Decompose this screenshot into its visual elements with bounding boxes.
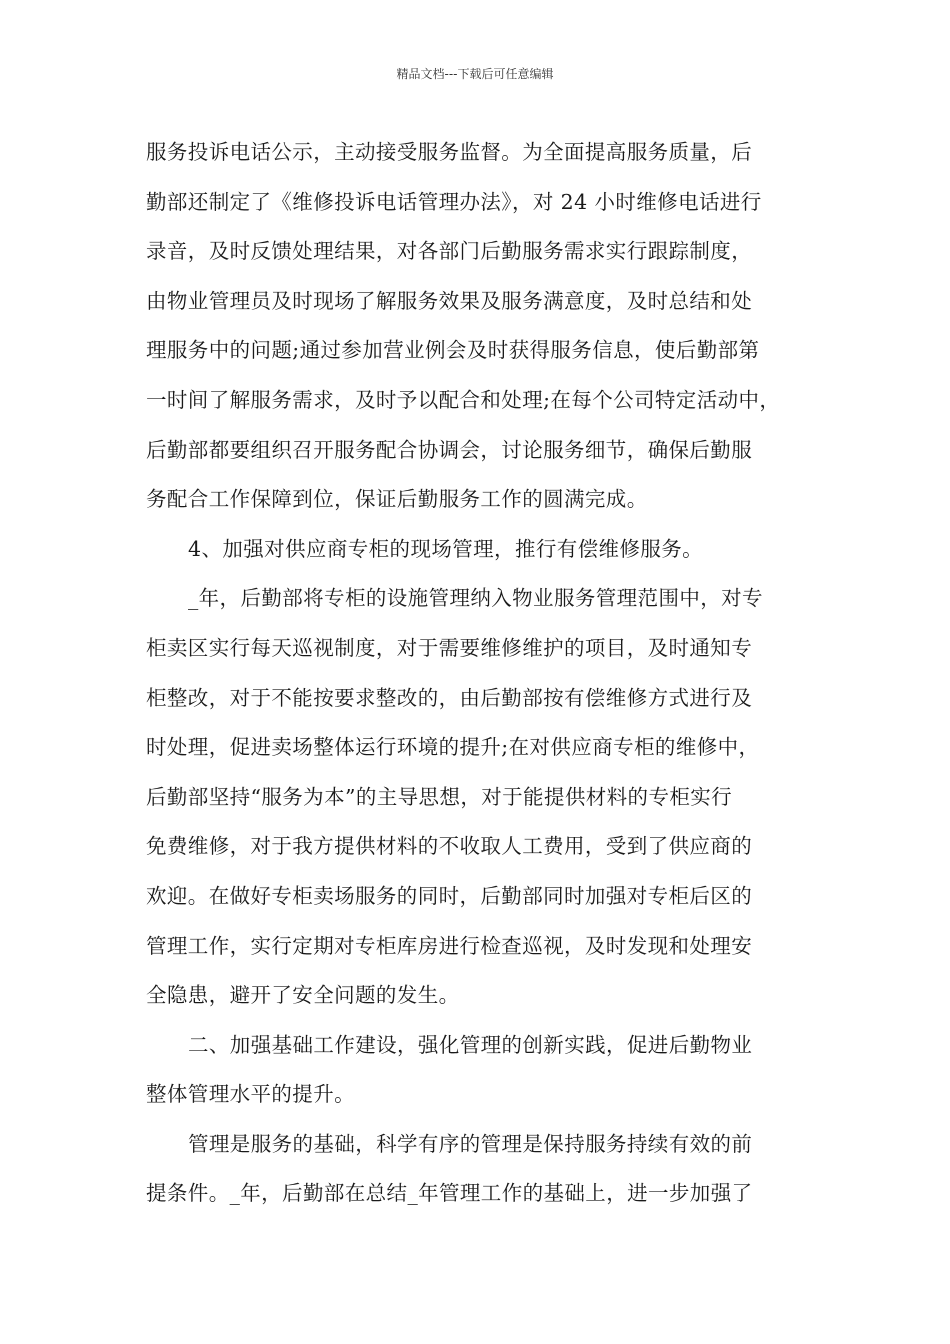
text-line: 理服务中的问题;通过参加营业例会及时获得服务信息，使后勤部第 [146,338,760,363]
text-line: 欢迎。在做好专柜卖场服务的同时，后勤部同时加强对专柜后区的 [146,883,753,908]
text-line: 勤部还制定了《维修投诉电话管理办法》，对 24 小时维修电话进行 [146,189,762,214]
section-heading: 二、加强基础工作建设，强化管理的创新实践，促进后勤物业 [188,1032,753,1057]
text-line: 一时间了解服务需求，及时予以配合和处理;在每个公司特定活动中， [146,387,781,412]
text-line: 后勤部都要组织召开服务配合协调会，讨论服务细节，确保后勤服 [146,437,753,462]
text-line: 全隐患，避开了安全问题的发生。 [146,983,460,1008]
text-line: 服务投诉电话公示，主动接受服务监督。为全面提高服务质量，后 [146,140,753,164]
paragraph-start: 管理是服务的基础，科学有序的管理是保持服务持续有效的前 [188,1131,753,1156]
text-line: 后勤部坚持“服务为本”的主导思想，对于能提供材料的专柜实行 [146,784,733,809]
text-line: 管理工作，实行定期对专柜库房进行检查巡视，及时发现和处理安 [146,933,753,958]
text-line: 免费维修，对于我方提供材料的不收取人工费用，受到了供应商的 [146,834,753,859]
text-line: 柜整改，对于不能按要求整改的，由后勤部按有偿维修方式进行及 [146,685,753,710]
text-line: 提条件。_年，后勤部在总结_年管理工作的基础上，进一步加强了 [146,1181,753,1206]
text-line: 务配合工作保障到位，保证后勤服务工作的圆满完成。 [146,487,648,512]
document-body [146,128,816,1219]
text-line: 时处理，促进卖场整体运行环境的提升;在对供应商专柜的维修中， [146,735,760,760]
text-line: 由物业管理员及时现场了解服务效果及服务满意度，及时总结和处 [146,288,753,313]
text-line: 整体管理水平的提升。 [146,1082,355,1107]
section-heading: 4、加强对供应商专柜的现场管理，推行有偿维修服务。 [188,536,704,561]
text-line: 录音，及时反馈处理结果，对各部门后勤服务需求实行跟踪制度， [146,239,753,264]
paragraph-start: _年，后勤部将专柜的设施管理纳入物业服务管理范围中，对专 [188,586,763,611]
text-line: 柜卖区实行每天巡视制度，对于需要维修维护的项目，及时通知专 [146,635,753,660]
page-header: 精品文档---下载后可任意编辑 [396,67,554,81]
